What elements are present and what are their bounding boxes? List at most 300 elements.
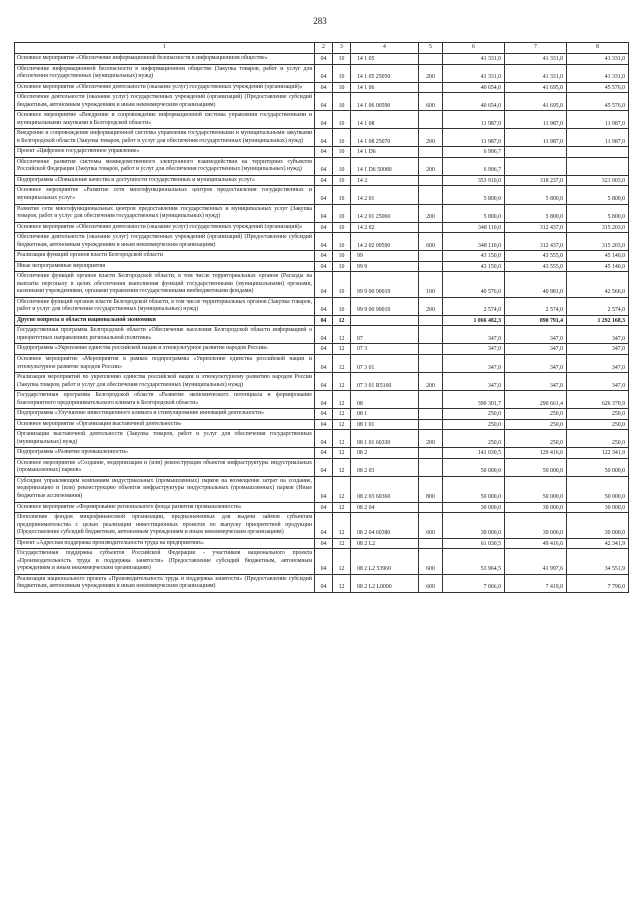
table-row (15, 297, 629, 315)
amount-year-3: 315 203,0 (567, 222, 629, 233)
subsection-code: 10 (333, 272, 351, 298)
amount-year-3: 45 140,0 (567, 251, 629, 262)
subsection-code: 12 (333, 574, 351, 592)
amount-year-3: 347,0 (567, 355, 629, 373)
section-code: 04 (315, 513, 333, 539)
amount-year-2: 11 987,0 (505, 129, 567, 147)
amount-year-3: 347,0 (567, 326, 629, 344)
amount-year-2: 50 000,0 (505, 458, 567, 476)
subsection-code: 12 (333, 538, 351, 549)
section-code: 04 (315, 204, 333, 222)
amount-year-1: 348 110,0 (443, 222, 505, 233)
amount-year-1: 6 906,7 (443, 147, 505, 158)
amount-year-2: 41 695,0 (505, 82, 567, 93)
section-code: 04 (315, 93, 333, 111)
target-article-code: 14 2 01 (351, 186, 419, 204)
section-code: 04 (315, 574, 333, 592)
table-row (15, 326, 629, 344)
section-code: 04 (315, 222, 333, 233)
subsection-code: 12 (333, 476, 351, 502)
expense-type-code (419, 186, 443, 204)
target-article-code: 08 2 L2 53960 (351, 549, 419, 575)
subsection-code: 10 (333, 129, 351, 147)
target-article-code: 08 2 L2 L0000 (351, 574, 419, 592)
row-description: Проект «Адресная поддержка производительности труда на предприятиях» (15, 538, 315, 549)
amount-year-2: 30 000,0 (505, 513, 567, 539)
target-article-code: 08 1 01 (351, 419, 419, 430)
expense-type-code (419, 326, 443, 344)
amount-year-2: 50 000,0 (505, 476, 567, 502)
amount-year-3: 45 576,0 (567, 93, 629, 111)
target-article-code: 14 1 06 00590 (351, 93, 419, 111)
expense-type-code: 600 (419, 93, 443, 111)
amount-year-2: 43 555,0 (505, 261, 567, 272)
budget-table (14, 42, 629, 593)
header-cell: 8 (567, 43, 629, 54)
amount-year-1: 40 654,0 (443, 93, 505, 111)
subsection-code: 12 (333, 391, 351, 409)
target-article-code: 14 1 D6 50080 (351, 157, 419, 175)
expense-type-code: 600 (419, 233, 443, 251)
target-article-code: 14 2 (351, 175, 419, 186)
amount-year-1: 11 987,0 (443, 111, 505, 129)
table-row (15, 204, 629, 222)
subsection-code: 12 (333, 326, 351, 344)
row-description: Обеспечение функций органов власти Белгородской области, в том числе территориальных органов (Закупка товаров, работ и услуг для обеспечения государственных (муниципальных) нужд) (15, 297, 315, 315)
section-code: 04 (315, 147, 333, 158)
row-description: Подпрограмма «Укрепление единства российской нации и этнокультурное развитие народов России» (15, 344, 315, 355)
row-description: Подпрограмма «Улучшение инвестиционного климата и стимулирование инноваций деятельности» (15, 409, 315, 420)
target-article-code: 08 1 01 60330 (351, 430, 419, 448)
row-description: Реализация функций органов власти Белгородской области (15, 251, 315, 262)
amount-year-1: 353 910,0 (443, 175, 505, 186)
amount-year-1: 30 000,0 (443, 502, 505, 513)
header-cell: 1 (15, 43, 315, 54)
target-article-code: 08 2 (351, 448, 419, 459)
amount-year-2: 250,0 (505, 409, 567, 420)
target-article-code: 08 2 03 60360 (351, 476, 419, 502)
amount-year-1: 250,0 (443, 409, 505, 420)
amount-year-3: 321 003,0 (567, 175, 629, 186)
amount-year-3: 45 140,0 (567, 261, 629, 272)
amount-year-3: 41 331,0 (567, 54, 629, 65)
expense-type-code (419, 538, 443, 549)
amount-year-3: 347,0 (567, 373, 629, 391)
expense-type-code: 200 (419, 430, 443, 448)
target-article-code: 14 1 05 25050 (351, 64, 419, 82)
amount-year-2: 347,0 (505, 326, 567, 344)
table-row (15, 502, 629, 513)
section-code: 04 (315, 157, 333, 175)
row-description: Обеспечение информационной безопасности в информационном обществе (Закупка товаров, работ и услуг для обеспечения государственных (муниципальных) нужд) (15, 64, 315, 82)
header-cell: 2 (315, 43, 333, 54)
amount-year-2 (505, 147, 567, 158)
subsection-code: 10 (333, 204, 351, 222)
expense-type-code: 100 (419, 272, 443, 298)
amount-year-2: 41 331,0 (505, 64, 567, 82)
table-row (15, 93, 629, 111)
expense-type-code: 200 (419, 373, 443, 391)
expense-type-code (419, 419, 443, 430)
table-row (15, 251, 629, 262)
expense-type-code (419, 409, 443, 420)
subsection-code: 12 (333, 315, 351, 326)
subsection-code: 10 (333, 64, 351, 82)
section-code: 04 (315, 64, 333, 82)
table-row (15, 419, 629, 430)
amount-year-3: 41 331,0 (567, 64, 629, 82)
table-row (15, 82, 629, 93)
amount-year-2: 5 800,0 (505, 186, 567, 204)
amount-year-1: 2 574,0 (443, 297, 505, 315)
amount-year-1: 40 654,0 (443, 82, 505, 93)
amount-year-1: 141 030,5 (443, 448, 505, 459)
amount-year-3: 315 203,0 (567, 233, 629, 251)
amount-year-3: 2 574,0 (567, 297, 629, 315)
subsection-code: 10 (333, 261, 351, 272)
target-article-code: 08 2 03 (351, 458, 419, 476)
section-code: 04 (315, 129, 333, 147)
table-row (15, 175, 629, 186)
expense-type-code (419, 54, 443, 65)
amount-year-3: 50 000,0 (567, 458, 629, 476)
amount-year-2: 41 695,0 (505, 93, 567, 111)
section-code: 04 (315, 448, 333, 459)
amount-year-3: 30 000,0 (567, 502, 629, 513)
section-code: 04 (315, 297, 333, 315)
table-row (15, 315, 629, 326)
amount-year-1: 43 150,0 (443, 251, 505, 262)
target-article-code: 07 3 01 R5160 (351, 373, 419, 391)
table-row (15, 538, 629, 549)
target-article-code: 14 1 05 (351, 54, 419, 65)
target-article-code: 99 9 00 90019 (351, 272, 419, 298)
target-article-code: 07 (351, 326, 419, 344)
subsection-code: 12 (333, 549, 351, 575)
header-cell: 6 (443, 43, 505, 54)
subsection-code: 10 (333, 157, 351, 175)
table-row (15, 344, 629, 355)
table-row (15, 54, 629, 65)
row-description: Организация выставочной деятельности (Закупка товаров, работ и услуг для обеспечения государственных (муниципальных) нужд) (15, 430, 315, 448)
amount-year-3: 122 341,9 (567, 448, 629, 459)
amount-year-3: 347,0 (567, 344, 629, 355)
header-cell: 3 (333, 43, 351, 54)
row-description: Основное мероприятие «Создание, модернизация и (или) реконструкция объектов инфраструктуры индустриальных (промышленных) парков» (15, 458, 315, 476)
amount-year-2: 2 574,0 (505, 297, 567, 315)
expense-type-code (419, 502, 443, 513)
section-code: 04 (315, 82, 333, 93)
subsection-code: 10 (333, 297, 351, 315)
amount-year-3: 11 987,0 (567, 129, 629, 147)
amount-year-2: 290 661,4 (505, 391, 567, 409)
row-description: Реализация мероприятий по укреплению единства российской нации и этнокультурному развитию народов России (Закупка товаров, работ и услуг для обеспечения государственных (муниципальных) нужд) (15, 373, 315, 391)
row-description: Пополнение фондов микрофинансовой организации, предназначенных для выдачи займов субъектам предпринимательства с целью реализации инвестиционных проектов по выпуску приоритетной продукции (Предоставление субсидий бюджетным, автономным учреждениям и иным некоммерческим организациям) (15, 513, 315, 539)
row-description: Основное мероприятие «Обеспечение информационной безопасности в информационном обществе» (15, 54, 315, 65)
target-article-code: 99 9 (351, 261, 419, 272)
target-article-code (351, 315, 419, 326)
section-code: 04 (315, 175, 333, 186)
amount-year-1: 11 987,0 (443, 129, 505, 147)
amount-year-2: 250,0 (505, 419, 567, 430)
amount-year-3: 11 987,0 (567, 111, 629, 129)
row-description: Основное мероприятие «Мероприятия в рамках подпрограммы «Укрепление единства российской нации и этнокультурное развитие народов России» (15, 355, 315, 373)
amount-year-1: 347,0 (443, 355, 505, 373)
row-description: Обеспечение функций органов власти Белгородской области, в том числе территориальных органов (Расходы на выплаты персоналу в целях обеспечения выполнения функций государственными (муниципальными) органами, казенными учреждениями, органами управления государственными внебюджетными фондами) (15, 272, 315, 298)
amount-year-3: 30 000,0 (567, 513, 629, 539)
table-row (15, 129, 629, 147)
amount-year-2: 312 437,0 (505, 233, 567, 251)
expense-type-code (419, 111, 443, 129)
amount-year-2: 40 981,0 (505, 272, 567, 298)
subsection-code: 10 (333, 93, 351, 111)
section-code: 04 (315, 261, 333, 272)
table-row (15, 186, 629, 204)
row-description: Подпрограмма «Развитие промышленности» (15, 448, 315, 459)
expense-type-code: 800 (419, 476, 443, 502)
row-description: Основное мероприятие «Развитие сети многофункциональных центров предоставления государственных и муниципальных услуг» (15, 186, 315, 204)
amount-year-1: 348 110,0 (443, 233, 505, 251)
row-description: Субсидии управляющим компаниям индустриальных (промышленных) парков на возмещение затрат на создание, модернизацию и (или) реконструкцию объектов инфраструктуры индустриальных (промышленных) парков (Иные бюджетные ассигнования) (15, 476, 315, 502)
amount-year-1: 7 066,0 (443, 574, 505, 592)
subsection-code: 12 (333, 355, 351, 373)
amount-year-2: 890 791,4 (505, 315, 567, 326)
row-description: Основное мероприятие «Организация выставочной деятельности» (15, 419, 315, 430)
table-row (15, 458, 629, 476)
table-row (15, 549, 629, 575)
amount-year-3: 50 000,0 (567, 476, 629, 502)
section-code: 04 (315, 54, 333, 65)
table-row (15, 64, 629, 82)
row-description: Другие вопросы в области национальной экономики (15, 315, 315, 326)
target-article-code: 99 9 00 90019 (351, 297, 419, 315)
amount-year-3: 42 341,9 (567, 538, 629, 549)
target-article-code: 14 1 06 (351, 82, 419, 93)
amount-year-3: 250,0 (567, 409, 629, 420)
amount-year-2: 129 416,6 (505, 448, 567, 459)
amount-year-1: 399 301,7 (443, 391, 505, 409)
table-row (15, 157, 629, 175)
amount-year-3: 7 790,0 (567, 574, 629, 592)
amount-year-1: 5 800,0 (443, 204, 505, 222)
amount-year-1: 347,0 (443, 326, 505, 344)
amount-year-1: 50 000,0 (443, 476, 505, 502)
amount-year-3: 45 576,0 (567, 82, 629, 93)
target-article-code: 08 1 (351, 409, 419, 420)
section-code: 04 (315, 391, 333, 409)
section-code: 04 (315, 549, 333, 575)
amount-year-2: 347,0 (505, 344, 567, 355)
subsection-code: 10 (333, 147, 351, 158)
target-article-code: 14 2 01 25060 (351, 204, 419, 222)
table-row (15, 409, 629, 420)
row-description: Государственная программа Белгородской области «Обеспечение населения Белгородской области информацией о приоритетных направлениях региональной политики» (15, 326, 315, 344)
subsection-code: 12 (333, 409, 351, 420)
row-description: Государственная поддержка субъектов Российской Федерации - участников национального проекта «Производительность труда и поддержка занятости» (Предоставление субсидий бюджетным, автономным учреждениям и иным некоммерческим организациям) (15, 549, 315, 575)
section-code: 04 (315, 251, 333, 262)
row-description: Проект «Цифровое государственное управление» (15, 147, 315, 158)
expense-type-code: 600 (419, 513, 443, 539)
expense-type-code (419, 355, 443, 373)
expense-type-code (419, 344, 443, 355)
amount-year-2: 43 555,0 (505, 251, 567, 262)
target-article-code: 08 2 04 60380 (351, 513, 419, 539)
amount-year-3: 5 800,0 (567, 186, 629, 204)
target-article-code: 14 2 02 00590 (351, 233, 419, 251)
row-description: Обеспечение деятельности (оказание услуг) государственных учреждений (организаций) (Предоставление субсидий бюджетным, автономным учреждениям и иным некоммерческим организациям) (15, 233, 315, 251)
subsection-code: 10 (333, 82, 351, 93)
amount-year-2: 7 419,0 (505, 574, 567, 592)
section-code: 04 (315, 233, 333, 251)
row-description: Основное мероприятие «Формирование регионального фонда развития промышленности» (15, 502, 315, 513)
amount-year-1: 1 066 482,3 (443, 315, 505, 326)
amount-year-1: 41 331,0 (443, 54, 505, 65)
amount-year-3: 42 566,0 (567, 272, 629, 298)
section-code: 04 (315, 111, 333, 129)
target-article-code: 14 1 08 (351, 111, 419, 129)
row-description: Обеспечение деятельности (оказание услуг) государственных учреждений (организаций) (Предоставление субсидий бюджетным, автономным учреждениям и иным некоммерческим организациям) (15, 93, 315, 111)
table-row (15, 233, 629, 251)
subsection-code: 12 (333, 373, 351, 391)
table-row (15, 222, 629, 233)
subsection-code: 10 (333, 54, 351, 65)
amount-year-1: 5 800,0 (443, 186, 505, 204)
table-row (15, 391, 629, 409)
target-article-code: 99 (351, 251, 419, 262)
section-code: 04 (315, 315, 333, 326)
target-article-code: 08 2 L2 (351, 538, 419, 549)
expense-type-code (419, 147, 443, 158)
amount-year-2 (505, 157, 567, 175)
table-row (15, 355, 629, 373)
table-row (15, 272, 629, 298)
expense-type-code: 600 (419, 549, 443, 575)
amount-year-2: 41 997,6 (505, 549, 567, 575)
section-code: 04 (315, 186, 333, 204)
amount-year-2: 250,0 (505, 430, 567, 448)
amount-year-1: 61 030,5 (443, 538, 505, 549)
header-cell: 5 (419, 43, 443, 54)
row-description: Развитие сети многофункциональных центров предоставления государственных и муниципальных услуг (Закупка товаров, работ и услуг для обеспечения государственных (муниципальных) нужд) (15, 204, 315, 222)
subsection-code: 12 (333, 513, 351, 539)
section-code: 04 (315, 355, 333, 373)
subsection-code: 10 (333, 175, 351, 186)
amount-year-3 (567, 157, 629, 175)
amount-year-2: 49 416,6 (505, 538, 567, 549)
header-cell: 4 (351, 43, 419, 54)
row-description: Основное мероприятие «Обеспечение деятельности (оказание услуг) государственных учреждений (организаций)» (15, 82, 315, 93)
amount-year-3 (567, 147, 629, 158)
expense-type-code: 200 (419, 204, 443, 222)
amount-year-1: 40 576,0 (443, 272, 505, 298)
section-code: 04 (315, 419, 333, 430)
section-code: 04 (315, 502, 333, 513)
table-row (15, 261, 629, 272)
subsection-code: 12 (333, 419, 351, 430)
amount-year-3: 626 370,9 (567, 391, 629, 409)
expense-type-code: 200 (419, 129, 443, 147)
target-article-code: 07 3 (351, 344, 419, 355)
subsection-code: 12 (333, 502, 351, 513)
subsection-code: 12 (333, 344, 351, 355)
subsection-code: 10 (333, 233, 351, 251)
amount-year-3: 5 800,0 (567, 204, 629, 222)
row-description: Иные непрограммные мероприятия (15, 261, 315, 272)
target-article-code: 08 (351, 391, 419, 409)
expense-type-code (419, 251, 443, 262)
table-row (15, 430, 629, 448)
row-description: Подпрограмма «Повышение качества и доступности государственных и муниципальных услуг» (15, 175, 315, 186)
amount-year-1: 53 964,5 (443, 549, 505, 575)
amount-year-2: 312 437,0 (505, 222, 567, 233)
table-row (15, 574, 629, 592)
row-description: Государственная программа Белгородской области «Развитие экономического потенциала и формирование благоприятного предпринимательского климата в Белгородской области» (15, 391, 315, 409)
subsection-code: 10 (333, 222, 351, 233)
amount-year-2: 11 987,0 (505, 111, 567, 129)
expense-type-code: 200 (419, 64, 443, 82)
expense-type-code (419, 82, 443, 93)
amount-year-3: 250,0 (567, 430, 629, 448)
expense-type-code (419, 261, 443, 272)
section-code: 04 (315, 430, 333, 448)
header-cell: 7 (505, 43, 567, 54)
section-code: 04 (315, 373, 333, 391)
row-description: Основное мероприятие «Обеспечение деятельности (оказание услуг) государственных учреждений (организаций)» (15, 222, 315, 233)
page-number: 283 (313, 16, 327, 26)
amount-year-3: 1 292 168,3 (567, 315, 629, 326)
row-description: Обеспечение развития системы межведомственного электронного взаимодействия на территориях субъектов Российской Федерации (Закупка товаров, работ и услуг для обеспечения государственных (муниципальных) нужд) (15, 157, 315, 175)
expense-type-code (419, 222, 443, 233)
expense-type-code: 600 (419, 574, 443, 592)
expense-type-code (419, 175, 443, 186)
subsection-code: 10 (333, 111, 351, 129)
expense-type-code (419, 448, 443, 459)
table-row (15, 513, 629, 539)
section-code: 04 (315, 476, 333, 502)
target-article-code: 14 1 D6 (351, 147, 419, 158)
table-header-row (15, 43, 629, 54)
row-description: Основное мероприятие «Внедрение и сопровождение информационной системы управления государственными и муниципальными закупками в Белгородской области» (15, 111, 315, 129)
row-description: Реализация национального проекта «Производительность труда и поддержка занятости» (Предоставление субсидий бюджетным, автономным учреждениям и иным некоммерческим организациям) (15, 574, 315, 592)
amount-year-1: 347,0 (443, 373, 505, 391)
target-article-code: 14 2 02 (351, 222, 419, 233)
table-row (15, 476, 629, 502)
amount-year-2: 41 331,0 (505, 54, 567, 65)
table-row (15, 111, 629, 129)
table-row (15, 147, 629, 158)
subsection-code: 10 (333, 251, 351, 262)
amount-year-3: 250,0 (567, 419, 629, 430)
subsection-code: 10 (333, 186, 351, 204)
amount-year-1: 50 000,0 (443, 458, 505, 476)
expense-type-code: 200 (419, 157, 443, 175)
target-article-code: 08 2 04 (351, 502, 419, 513)
target-article-code: 14 1 08 25070 (351, 129, 419, 147)
amount-year-2: 318 237,0 (505, 175, 567, 186)
amount-year-2: 30 000,0 (505, 502, 567, 513)
amount-year-1: 6 906,7 (443, 157, 505, 175)
expense-type-code: 200 (419, 297, 443, 315)
amount-year-3: 34 551,9 (567, 549, 629, 575)
row-description: Внедрение и сопровождение информационной системы управления государственными и муниципальными закупками в Белгородской области (Закупка товаров, работ и услуг для обеспечения государственных (муниципальных) нужд) (15, 129, 315, 147)
section-code: 04 (315, 538, 333, 549)
amount-year-1: 347,0 (443, 344, 505, 355)
amount-year-2: 347,0 (505, 373, 567, 391)
subsection-code: 12 (333, 458, 351, 476)
amount-year-2: 5 800,0 (505, 204, 567, 222)
table-row (15, 448, 629, 459)
target-article-code: 07 3 01 (351, 355, 419, 373)
